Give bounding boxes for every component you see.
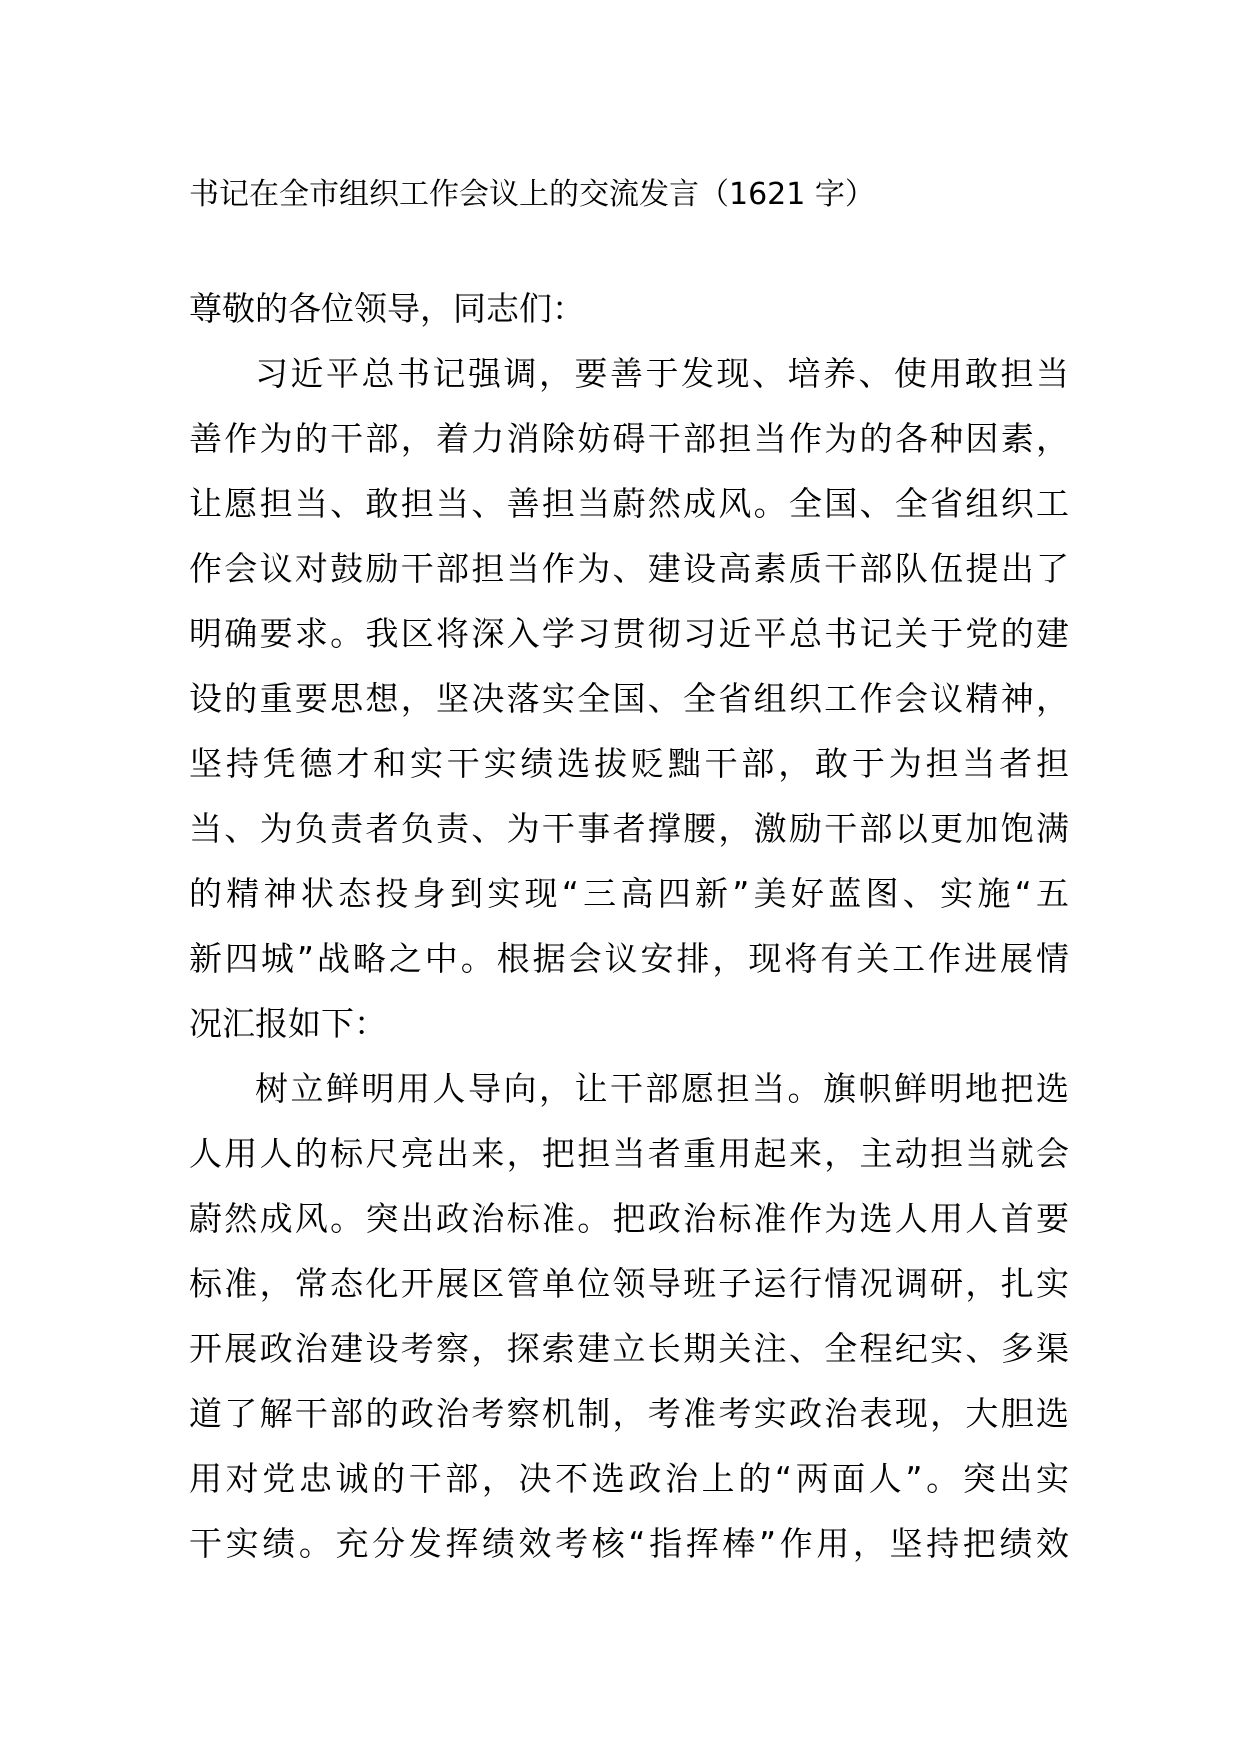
paragraph-1-line: 的精神状态投身到实现“三高四新”美好蓝图、实施“五 (189, 874, 1069, 913)
paragraph-1-line: 坚持凭德才和实干实绩选拔贬黜干部，敢于为担当者担 (189, 744, 1069, 783)
paragraph-1-line: 明确要求。我区将深入学习贯彻习近平总书记关于党的建 (189, 614, 1069, 653)
paragraph-2-line: 树立鲜明用人导向，让干部愿担当。旗帜鲜明地把选 (255, 1069, 1069, 1108)
paragraph-2-line: 人用人的标尺亮出来，把担当者重用起来，主动担当就会 (189, 1134, 1069, 1173)
paragraph-2-line: 干实绩。充分发挥绩效考核“指挥棒”作用，坚持把绩效 (189, 1524, 1069, 1563)
paragraph-1-line: 作会议对鼓励干部担当作为、建设高素质干部队伍提出了 (189, 549, 1069, 588)
paragraph-1-line: 况汇报如下： (189, 1004, 387, 1043)
paragraph-2-line: 道了解干部的政治考察机制，考准考实政治表现，大胆选 (189, 1394, 1069, 1433)
paragraph-2-line: 用对党忠诚的干部，决不选政治上的“两面人”。突出实 (189, 1459, 1069, 1498)
paragraph-1-line: 新四城”战略之中。根据会议安排，现将有关工作进展情 (189, 939, 1069, 978)
paragraph-1-line: 习近平总书记强调，要善于发现、培养、使用敢担当 (255, 354, 1069, 393)
paragraph-2-line: 开展政治建设考察，探索建立长期关注、全程纪实、多渠 (189, 1329, 1069, 1368)
paragraph-2-line: 蔚然成风。突出政治标准。把政治标准作为选人用人首要 (189, 1199, 1069, 1238)
document-body (189, 276, 1069, 1576)
paragraph-1-line: 善作为的干部，着力消除妨碍干部担当作为的各种因素， (189, 419, 1069, 458)
paragraph-1-line: 设的重要思想，坚决落实全国、全省组织工作会议精神， (189, 679, 1069, 718)
paragraph-1-line: 让愿担当、敢担当、善担当蔚然成风。全国、全省组织工 (189, 484, 1069, 523)
salutation: 尊敬的各位领导，同志们： (189, 289, 585, 328)
document-title: 书记在全市组织工作会议上的交流发言（1621 字） (189, 177, 875, 212)
paragraph-2-line: 标准，常态化开展区管单位领导班子运行情况调研，扎实 (189, 1264, 1069, 1303)
paragraph-1-line: 当、为负责者负责、为干事者撑腰，激励干部以更加饱满 (189, 809, 1069, 848)
